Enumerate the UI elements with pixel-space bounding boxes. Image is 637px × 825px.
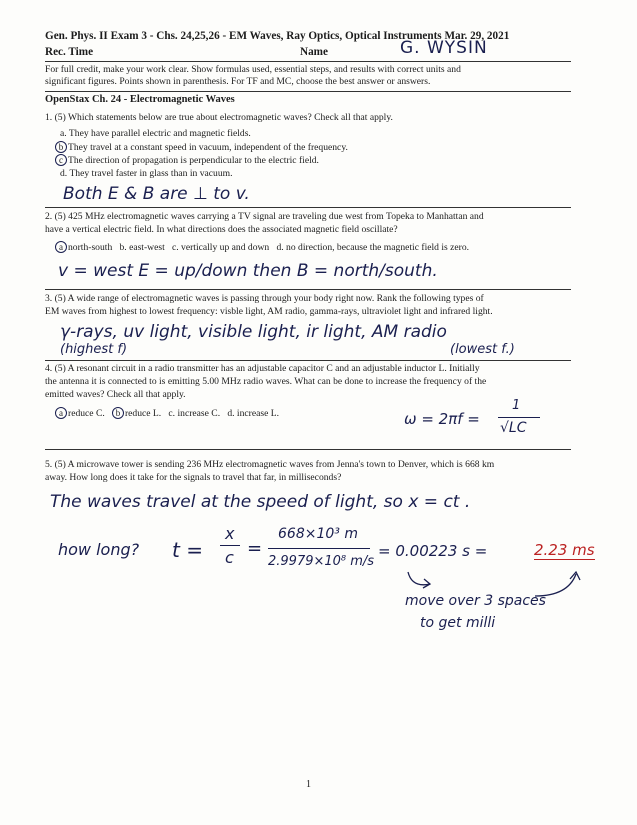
q4-options [55, 407, 279, 420]
q4-prompt-line-2: the antenna it is connected to is emitting 5.00 MHz radio waves. What can be done to increase the frequency of the [45, 376, 487, 387]
q1-option-a-text: They have parallel electric and magnetic fields. [68, 128, 251, 139]
page-number: 1 [306, 779, 311, 790]
q1-handwritten-answer: Both E & B are ⊥ to v. [63, 184, 250, 204]
q1-option-b-mark: b [55, 141, 67, 153]
q1-option-c-text: The direction of propagation is perpendicular to the electric field. [68, 155, 319, 166]
q4-option-d-mark: d. [227, 408, 235, 419]
q1-option-d-text: They travel faster in glass than in vacuum. [69, 168, 233, 179]
q1-prompt: 1. (5) Which statements below are true about electromagnetic waves? Check all that apply. [45, 112, 393, 123]
q2-options [55, 241, 469, 254]
q2-rule [45, 289, 571, 290]
q5-x-over-c-bar [220, 545, 240, 546]
q4-rule [45, 449, 571, 450]
q3-lowest-note: (lowest f.) [450, 342, 515, 357]
q1-option-b [55, 141, 348, 154]
q5-result: = 0.00223 s = [378, 542, 488, 560]
q2-option-d-text: no direction, because the magnetic field is zero. [286, 242, 470, 253]
q5-prompt-line-1: 5. (5) A microwave tower is sending 236 MHz electromagnetic waves from Jenna's town to Denver, which is 668 km [45, 459, 495, 470]
q4-option-a-mark: a [55, 407, 67, 419]
q4-option-b-text: reduce L. [124, 408, 162, 419]
q2-handwritten-answer: v = west E = up/down then B = north/south. [58, 261, 438, 281]
instructions-rule [45, 91, 571, 92]
q5-note-line-1: move over 3 spaces [405, 593, 546, 609]
q1-option-d-mark: d. [60, 168, 68, 179]
instructions-line-1: For full credit, make your work clear. Show formulas used, essential steps, and results with correct units and [45, 64, 461, 75]
name-value: G. WYSIN [400, 38, 488, 58]
section-title: OpenStax Ch. 24 - Electromagnetic Waves [45, 94, 235, 105]
q1-option-c-mark: c [55, 154, 67, 166]
q4-option-c-text: increase C. [177, 408, 221, 419]
q2-option-b-text: east-west [129, 242, 165, 253]
q5-fraction-bar [268, 548, 370, 549]
q2-option-b-mark: b. [119, 242, 127, 253]
q2-option-c-mark: c. [171, 242, 179, 253]
q5-denominator: 2.9979×10⁸ m/s [268, 554, 375, 569]
name-label: Name [300, 46, 328, 58]
q2-option-c-text: vertically up and down [181, 242, 270, 253]
q4-option-a-text: reduce C. [68, 408, 105, 419]
instructions-line-2: significant figures. Points shown in parenthesis. For TF and MC, choose the best answer or answers. [45, 76, 431, 87]
q2-option-d-mark: d. [276, 242, 284, 253]
q4-prompt-line-1: 4. (5) A resonant circuit in a radio transmitter has an adjustable capacitor C and an adjustable inductor L. Initially [45, 363, 480, 374]
q4-option-d-text: increase L. [236, 408, 280, 419]
q5-equals: = [247, 538, 263, 559]
q3-rule [45, 360, 571, 361]
q5-c: c [225, 548, 234, 567]
q1-option-a-mark: a. [60, 128, 67, 139]
q1-option-c [55, 154, 319, 167]
q5-t-equals: t = [172, 538, 203, 562]
q5-numerator: 668×10³ m [278, 526, 358, 542]
q2-option-a-text: north-south [68, 242, 113, 253]
q1-option-a [60, 128, 251, 140]
q5-how-long: how long? [58, 540, 140, 559]
exam-title: Gen. Phys. II Exam 3 - Chs. 24,25,26 - EM Waves, Ray Optics, Optical Instruments Mar. 29, 2021 [45, 30, 510, 42]
q4-option-b-mark: b [112, 407, 124, 419]
q2-option-a-mark: a [55, 241, 67, 253]
q1-option-b-text: They travel at a constant speed in vacuum, independent of the frequency. [68, 142, 348, 153]
q3-prompt-line-1: 3. (5) A wide range of electromagnetic waves is passing through your body right now. Rank the following types of [45, 293, 484, 304]
q4-formula-left: ω = 2πf = [404, 410, 480, 428]
header-rule [45, 61, 571, 62]
q3-handwritten-answer: γ-rays, uv light, visible light, ir light, AM radio [60, 322, 447, 342]
q3-highest-note: (highest f) [60, 342, 128, 357]
q5-note-line-2: to get milli [420, 615, 496, 631]
q3-prompt-line-2: EM waves from highest to lowest frequency: visble light, AM radio, gamma-rays, ultraviolet light and infrared light. [45, 306, 493, 317]
q5-final-answer: 2.23 ms [534, 541, 595, 559]
rec-time-label: Rec. Time [45, 46, 94, 58]
q4-formula-denominator: √LC [500, 420, 527, 436]
q4-prompt-line-3: emitted waves? Check all that apply. [45, 389, 186, 400]
q2-prompt-line-2: have a vertical electric field. In what directions does the associated magnetic field oscillate? [45, 224, 398, 235]
q4-option-c-mark: c. [168, 408, 176, 419]
q2-prompt-line-1: 2. (5) 425 MHz electromagnetic waves carrying a TV signal are traveling due west from Topeka to Manhattan and [45, 211, 484, 222]
q4-formula-numerator: 1 [512, 398, 521, 413]
q5-x: x [225, 524, 235, 543]
q4-fraction-bar [498, 417, 540, 418]
q1-rule [45, 207, 571, 208]
q5-prompt-line-2: away. How long does it take for the signals to travel that far, in milliseconds? [45, 472, 342, 483]
q5-statement: The waves travel at the speed of light, so x = ct . [50, 492, 471, 512]
q1-option-d [60, 168, 232, 180]
